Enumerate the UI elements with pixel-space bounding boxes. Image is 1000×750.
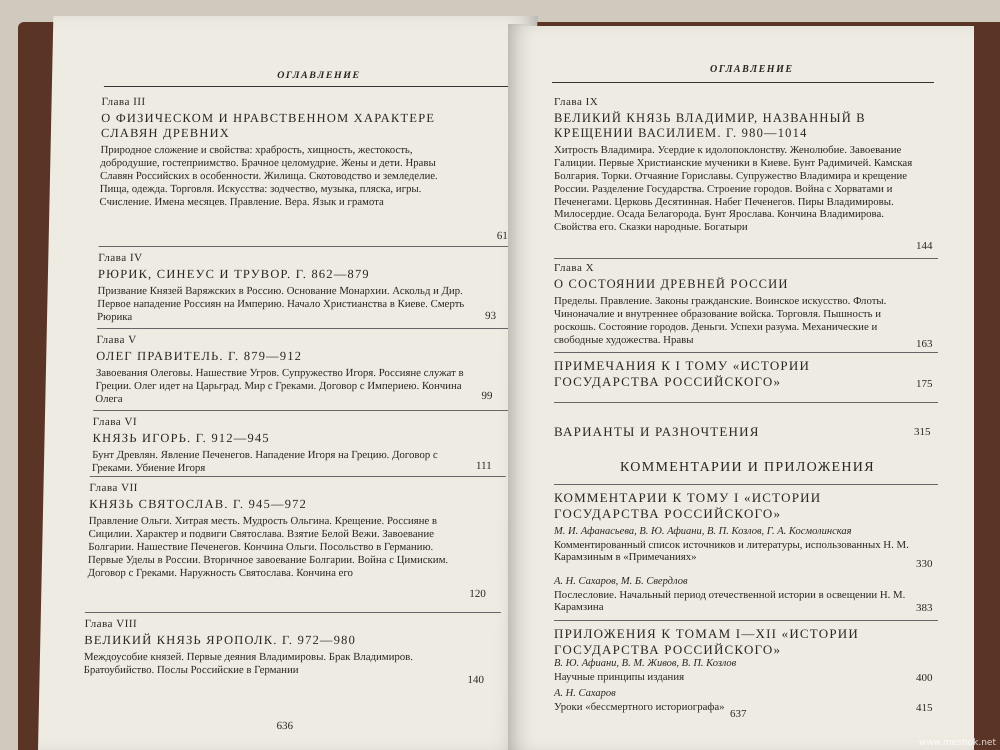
divider [99,246,517,247]
header-rule [552,82,934,83]
page-number: 61 [496,230,508,242]
chapter-title: РЮРИК, СИНЕУС И ТРУВОР. Г. 862—879 [97,267,370,282]
chapter-summary: Пределы. Правление. Законы гражданские. Воинское искусство. Флоты. Чиноначалие и внутреннее образование войска. Торговля. Пышность и роскошь. Состояние городов. Деньги. Успехи разума. Механические и свободные художества. Нравы [554,295,887,346]
divider [554,352,938,353]
chapter-title: КНЯЗЬ ИГОРЬ. Г. 912—945 [92,431,270,446]
page-number: 120 [469,588,486,600]
page-number: 140 [467,674,485,686]
chapter-6 [92,416,475,475]
page-number: 315 [914,426,931,438]
item-text: Комментированный список источников и литературы, использованных Н. М. Карамзиным в «Примечаниях» [554,538,909,564]
chapter-5 [95,334,467,406]
chapter-7 [88,482,458,579]
chapter-number: Глава VIII [84,618,138,630]
chapter-summary: Междоусобие князей. Первые деяния Владимировы. Брак Владимиров. Братоубийство. Послы Российские в Германии [83,651,414,677]
folio: 636 [276,720,294,732]
divider [90,476,506,477]
chapter-title: КНЯЗЬ СВЯТОСЛАВ. Г. 945—972 [88,497,308,512]
page-number: 415 [916,702,933,714]
chapter-title: ОЛЕГ ПРАВИТЕЛЬ. Г. 879—912 [96,349,303,364]
page-number: 383 [916,602,933,614]
chapter-title: ВЕЛИКИЙ КНЯЗЬ ВЛАДИМИР, НАЗВАННЫЙ В КРЕЩЕНИИ ВАСИЛИЕМ. Г. 980—1014 [554,111,866,141]
item-authors: М. И. Афанасьева, В. Ю. Афиани, В. П. Козлов, Г. А. Космолинская [554,526,852,537]
page-number: 111 [475,460,492,472]
chapter-number: Глава VI [92,416,138,428]
chapter-summary: Призвание Князей Варяжских в Россию. Основание Монархии. Аскольд и Дир. Первое нападение Россиян на Империю. Начало Христианства в Киеве. Смерть Рюрика [96,285,465,323]
chapter-9 [554,96,914,234]
notes-title: ПРИМЕЧАНИЯ К I ТОМУ «ИСТОРИИ ГОСУДАРСТВА РОССИЙСКОГО» [554,358,811,389]
item-text: Послесловие. Начальный период отечественной истории в освещении Н. М. Карамзина [554,588,906,614]
commentary-item [554,576,916,614]
item-authors: А. Н. Сахаров, М. Б. Свердлов [554,576,688,587]
running-head: ОГЛАВЛЕНИЕ [710,64,794,75]
divider [554,484,938,485]
chapter-4 [97,252,471,324]
chapter-8 [84,618,469,677]
chapter-number: Глава III [101,96,146,108]
chapter-number: Глава X [554,262,595,274]
page-number: 163 [916,338,933,350]
divider [554,620,938,621]
item-authors: А. Н. Сахаров [554,688,616,699]
commentary-title: КОММЕНТАРИИ К ТОМУ I «ИСТОРИИ ГОСУДАРСТВА РОССИЙСКОГО» [554,490,822,521]
page-number: 99 [481,390,493,402]
commentary-item [554,526,916,564]
item-text: Уроки «бессмертного историографа» [554,700,725,713]
watermark: www.meshok.net [918,738,996,748]
divider [554,402,938,403]
item-text: Научные принципы издания [554,670,685,683]
chapter-title: О ФИЗИЧЕСКОМ И НРАВСТВЕННОМ ХАРАКТЕРЕ СЛАВЯН ДРЕВНИХ [100,111,436,141]
chapter-3 [99,96,461,208]
chapter-summary: Природное сложение и свойства: храбрость, хищность, жестокость, добродушие, гостеприимство. Брачное целомудрие. Жены и дети. Нравы Славян Российских в особенности. Жилища. Скотоводство и земледелие. Пища, одежда. Торговля. Искусства: зодчество, музыка, пляска, игры. Счисление. Имена месяцев. Правление. Вера. Язык и грамота [99,144,438,208]
divider [97,328,513,329]
divider [85,612,501,613]
appendix-item [554,658,916,683]
right-page [508,26,974,750]
chapter-10 [554,262,918,347]
divider [93,410,509,411]
header-rule [104,86,524,87]
running-head: ОГЛАВЛЕНИЕ [277,70,361,81]
chapter-number: Глава IV [98,252,143,264]
page-number: 175 [916,378,933,390]
chapter-summary: Хитрость Владимира. Усердие к идолопоклонству. Женолюбие. Завоевание Галиции. Первые Христианские мученики в Киеве. Бунт Радимичей. Камская Болгария. Торки. Отчаяние Гориславы. Супружество Владимира и крещение России. Разделение Государства. Строение городов. Война с Хорватами и Печенегами. Церковь Десятинная. Набег Печенегов. Пиры Владимировы. Милосердие. Осада Белагорода. Бунт Ярослава. Кончина Владимирова. Свойства его. Сказки народные. Богатыри [554,144,913,234]
appendix-title: ПРИЛОЖЕНИЯ К ТОМАМ I—XII «ИСТОРИИ ГОСУДАРСТВА РОССИЙСКОГО» [554,626,859,657]
item-authors: В. Ю. Афиани, В. М. Живов, В. П. Козлов [554,658,737,669]
page-number: 93 [484,310,497,322]
chapter-title: ВЕЛИКИЙ КНЯЗЬ ЯРОПОЛК. Г. 972—980 [84,633,357,648]
page-number: 400 [916,672,933,684]
page-number: 330 [916,558,933,570]
chapter-number: Глава IX [554,96,599,108]
chapter-summary: Бунт Древлян. Явление Печенегов. Нападение Игоря на Грецию. Договор с Греками. Убиение Игоря [91,449,438,475]
chapter-number: Глава V [96,334,137,346]
divider [554,258,938,259]
chapter-summary: Правление Ольги. Хитрая месть. Мудрость Ольгина. Крещение. Россияне в Сицилии. Характер и подвиги Святослава. Взятие Белой Вежи. Завоевание Болгарии. Нашествие Печенегов. Кончина Ольги. Посольство в Германию. Первые Уделы в России. Вторичное завоевание Болгарии. Война с Цимиским. Договор с Греками. Наружность Святослава. Кончина его [87,515,449,579]
section-title: КОММЕНТАРИИ И ПРИЛОЖЕНИЯ [620,460,875,475]
variants-title: ВАРИАНТЫ И РАЗНОЧТЕНИЯ [554,424,760,439]
left-page [38,16,537,750]
chapter-title: О СОСТОЯНИИ ДРЕВНЕЙ РОССИИ [554,277,789,292]
page-number: 144 [916,240,933,252]
chapter-summary: Завоевания Олеговы. Нашествие Угров. Супружество Игоря. Россияне служат в Греции. Олег идет на Царьград. Мир с Греками. Договор с Империею. Кончина Олега [95,367,464,405]
chapter-number: Глава VII [89,482,138,494]
folio: 637 [730,708,747,720]
